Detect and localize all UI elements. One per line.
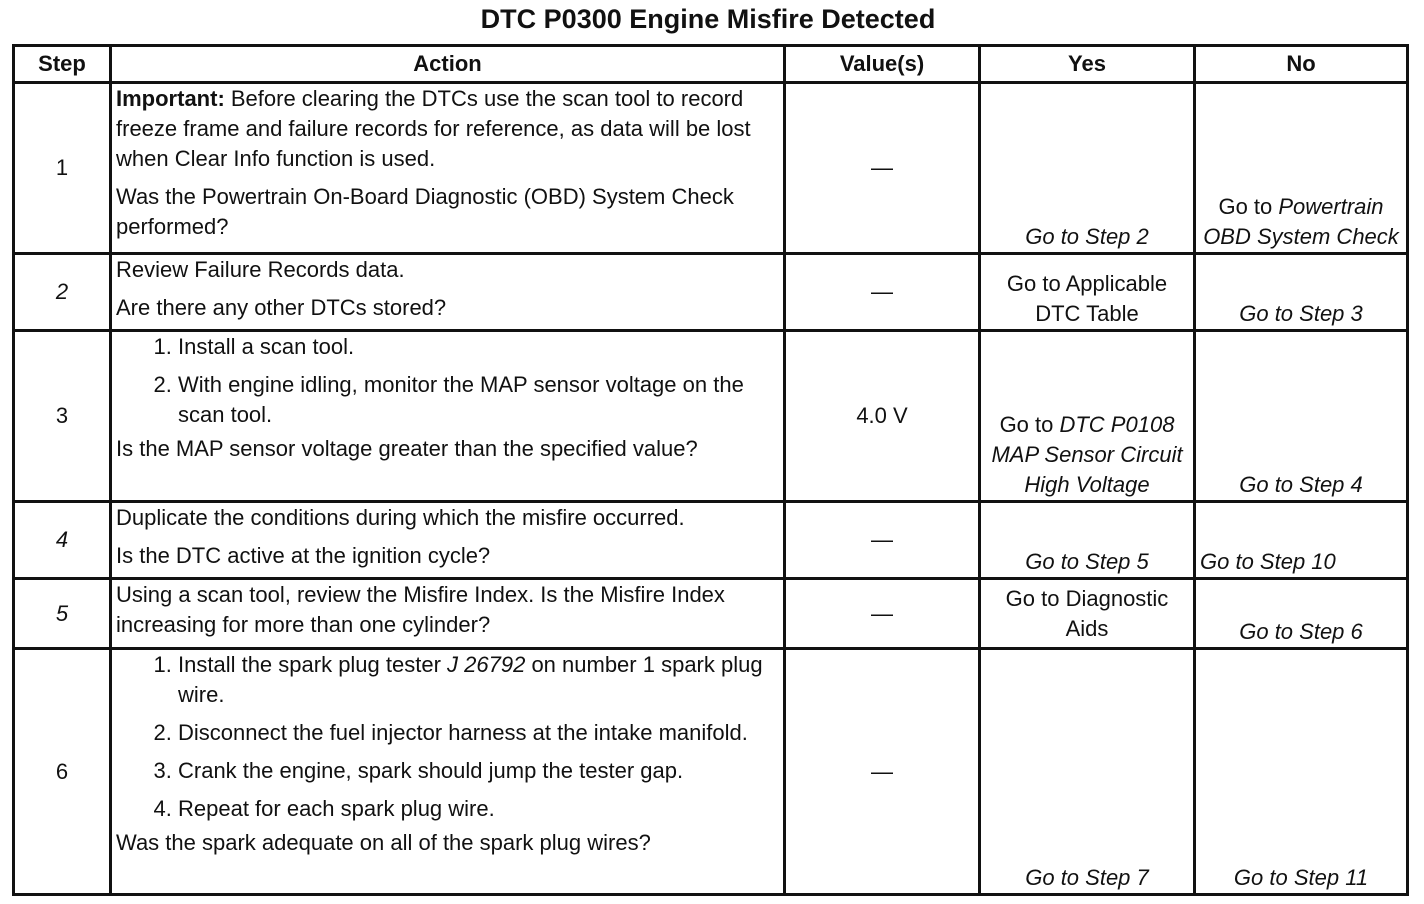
step-question: Was the spark adequate on all of the spark plug wires? bbox=[116, 830, 651, 855]
header-yes: Yes bbox=[980, 46, 1195, 83]
step-question: Is the MAP sensor voltage greater than the specified value? bbox=[116, 436, 698, 461]
value-cell: 4.0 V bbox=[785, 331, 980, 502]
yes-link[interactable]: Go to Applicable DTC Table bbox=[980, 254, 1195, 331]
yes-link[interactable]: DTC P0108 MAP Sensor Circuit High Voltage bbox=[991, 412, 1183, 497]
list-item: 4. Repeat for each spark plug wire. bbox=[178, 794, 779, 824]
no-link[interactable]: Go to Step 11 bbox=[1195, 649, 1408, 895]
table-row bbox=[14, 331, 1408, 502]
yes-link[interactable]: Go to Step 5 bbox=[980, 502, 1195, 579]
action-cell bbox=[111, 83, 785, 254]
no-link[interactable]: Go to Step 10 bbox=[1195, 502, 1408, 579]
step-action: Duplicate the conditions during which the misfire occurred. bbox=[116, 505, 685, 530]
header-values: Value(s) bbox=[785, 46, 980, 83]
list-item: 2. Disconnect the fuel injector harness at the intake manifold. bbox=[178, 718, 779, 748]
action-cell bbox=[111, 579, 785, 649]
step-number: 3 bbox=[14, 331, 111, 502]
action-cell bbox=[111, 254, 785, 331]
important-text: Before clearing the DTCs use the scan tool to record freeze frame and failure records for reference, as data will be lost when Clear Info function is used. bbox=[116, 86, 751, 171]
no-link[interactable]: Go to Step 4 bbox=[1195, 331, 1408, 502]
table-row bbox=[14, 579, 1408, 649]
yes-cell bbox=[980, 331, 1195, 502]
action-cell bbox=[111, 502, 785, 579]
table-row bbox=[14, 254, 1408, 331]
list-item: 1. Install a scan tool. bbox=[178, 332, 779, 362]
list-item-text: on number 1 spark plug wire. bbox=[178, 652, 763, 707]
no-prefix: Go to bbox=[1218, 194, 1279, 219]
important-note bbox=[116, 84, 779, 174]
header-step: Step bbox=[14, 46, 111, 83]
no-cell bbox=[1195, 83, 1408, 254]
important-label: Important: bbox=[116, 86, 225, 111]
table-row bbox=[14, 83, 1408, 254]
step-question: Is the DTC active at the ignition cycle? bbox=[116, 543, 491, 568]
step-question: Was the Powertrain On-Board Diagnostic (OBD) System Check performed? bbox=[116, 184, 734, 239]
header-action: Action bbox=[111, 46, 785, 83]
header-no: No bbox=[1195, 46, 1408, 83]
list-item-text: Install the spark plug tester bbox=[178, 652, 448, 677]
value-cell: — bbox=[785, 649, 980, 895]
value-cell: — bbox=[785, 254, 980, 331]
yes-prefix: Go to bbox=[999, 412, 1060, 437]
step-list bbox=[116, 332, 779, 430]
step-action: Review Failure Records data. bbox=[116, 257, 405, 282]
header-row bbox=[14, 46, 1408, 83]
step-action: Using a scan tool, review the Misfire Index. Is the Misfire Index increasing for more than one cylinder? bbox=[116, 582, 725, 637]
list-item bbox=[178, 650, 779, 710]
page-title: DTC P0300 Engine Misfire Detected bbox=[480, 4, 936, 34]
action-cell bbox=[111, 331, 785, 502]
diagnostic-table bbox=[12, 44, 1409, 896]
value-cell: — bbox=[785, 83, 980, 254]
yes-link[interactable]: Go to Step 7 bbox=[980, 649, 1195, 895]
value-cell: — bbox=[785, 579, 980, 649]
value-cell: — bbox=[785, 502, 980, 579]
step-number: 1 bbox=[14, 83, 111, 254]
table-row bbox=[14, 649, 1408, 895]
step-number: 4 bbox=[14, 502, 111, 579]
table-row bbox=[14, 502, 1408, 579]
step-number: 5 bbox=[14, 579, 111, 649]
list-item: 2. With engine idling, monitor the MAP sensor voltage on the scan tool. bbox=[178, 370, 779, 430]
step-question: Are there any other DTCs stored? bbox=[116, 295, 447, 320]
yes-link[interactable]: Go to Step 2 bbox=[980, 83, 1195, 254]
step-list bbox=[116, 650, 779, 824]
no-link[interactable]: Powertrain OBD System Check bbox=[1203, 194, 1399, 249]
yes-link[interactable]: Go to Diagnostic Aids bbox=[980, 579, 1195, 649]
no-link[interactable]: Go to Step 6 bbox=[1195, 579, 1408, 649]
list-item: 3. Crank the engine, spark should jump the tester gap. bbox=[178, 756, 779, 786]
no-link[interactable]: Go to Step 3 bbox=[1195, 254, 1408, 331]
action-cell bbox=[111, 649, 785, 895]
step-number: 6 bbox=[14, 649, 111, 895]
tool-number: J 26792 bbox=[447, 652, 526, 677]
step-number: 2 bbox=[14, 254, 111, 331]
